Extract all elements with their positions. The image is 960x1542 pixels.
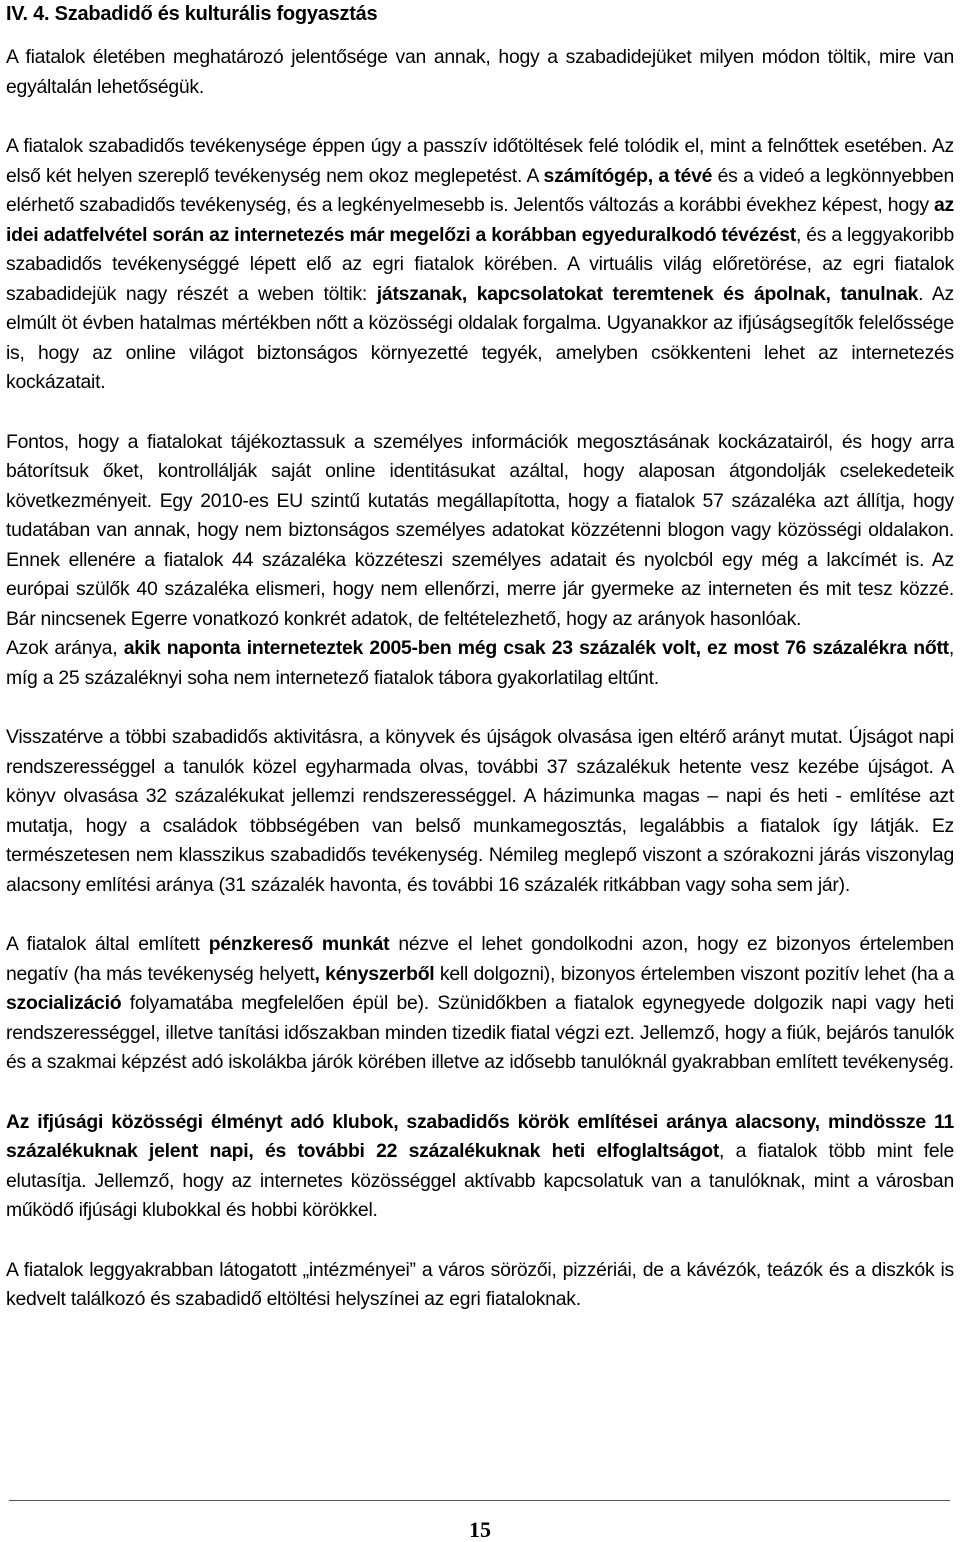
text-run: nézve el lehet gondolkodni azon, hogy ez bizonyos értelemben negatív (ha más tevékenység helyett [6,933,954,985]
document-page [6,0,954,1315]
section-title: IV. 4. Szabadidő és kulturális fogyasztás [6,3,378,25]
bold-text-run: számítógép, a tévé [543,164,713,187]
paragraph-online-safety [6,428,954,635]
text-run: A fiatalok leggyakrabban látogatott „intézményei” a város sörözői, pizzériái, de a kávézók, teázók és a diszkók is kedvelt találkozó és szabadidő eltöltési helyszínei az egri fiataloknak. [6,1258,954,1310]
text-run: kell dolgozni), bizonyos értelemben viszont pozitív lehet (ha a [434,962,955,985]
spacer [6,1226,954,1256]
text-run: A fiatalok életében meghatározó jelentősége van annak, hogy a szabadidejüket milyen módon töltik, mire van egyáltalán lehetőségük. [6,46,954,98]
spacer [6,29,954,43]
text-run: Visszatérve a többi szabadidős aktivitásra, a könyvek és újságok olvasása igen eltérő arányt mutat. Újságot napi rendszerességgel a tanulók közel egyharmada olvas, további 37 százalékuk hetente vesz kezébe újságot. A könyv olvasása 32 százalékukat jellemzi rendszerességgel. A házimunka magas – napi és heti - említése azt mutatja, hogy a családok többségében van belső munkamegosztás, legalábbis a fiatalok így látják. Ez természetesen nem klasszikus szabadidős tevékenység. Némileg meglepő viszont a szórakozni járás viszonylag alacsony említési aránya (31 százalék havonta, és további 16 százalék ritkábban vagy soha sem jár). [6,726,954,896]
text-run: , és a leggyakoribb szabadidős tevékenységgé lépett elő az egri fiatalok körében. A virtuális világ előretörése, az egri fiatalok szabadidejük nagy részét a weben töltik: [6,223,954,305]
text-run: Azok aránya, [6,637,124,659]
bold-text-run: az idei adatfelvétel során az internetezés már megelőzi a korábban egyeduralkodó tévézést [6,194,954,246]
spacer [6,102,954,132]
page-number: 15 [469,1517,491,1542]
spacer [6,398,954,428]
bold-text-run: játszanak, kapcsolatokat teremtenek és ápolnak, tanulnak [376,282,919,305]
text-run: , a fiatalok több mint fele elutasítja. Jellemző, hogy az internetes közösséggel aktívabb kapcsolatuk van a tanulóknak, mint a városban működő ifjúsági klubokkal és hobbi körökkel. [6,1140,954,1221]
paragraph-passive-leisure [6,132,954,398]
text-run: folyamatába megfelelően épül be). Szünidőkben a fiatalok egynegyede dolgozik napi vagy heti rendszerességgel, illetve tanítási időszakban minden tizedik fiatal végzi ezt. Jellemző, hogy a fiúk, bejárós tanulók és a szakmai képzést adó iskolákba járók körében illetve az idősebb tanulóknál gyakrabban említett tevékenység. [6,992,954,1073]
bold-text-run: akik naponta interneteztek 2005-ben még csak 23 százalék volt, ez most 76 százalékra nőtt [123,637,949,659]
paragraph-intro [6,43,954,102]
paragraph-reading [6,723,954,900]
text-run: A fiatalok szabadidős tevékenysége éppen úgy a passzív időtöltések felé tolódik el, mint a felnőttek esetében. Az első két helyen szereplő tevékenység nem okoz meglepetést. A [6,135,954,187]
paragraph-daily-internet [6,634,954,693]
footer-divider [9,1500,950,1501]
paragraph-youth-clubs [6,1108,954,1226]
text-run: Fontos, hogy a fiatalokat tájékoztassuk a személyes információk megosztásának kockázatairól, és hogy arra bátorítsuk őket, kontrollálják saját online identitásukat azáltal, hogy alaposan átgondolják cselekedeteik következményeit. Egy 2010-es EU szintű kutatás megállapította, hogy a fiatalok 57 százaléka azt állítja, hogy tudatában van annak, hogy nem biztonságos személyes adatokat közzétenni blogon vagy közösségi oldalakon. Ennek ellenére a fiatalok 44 százaléka közzéteszi személyes adatait és nyolcból egy még a lakcímét is. Az európai szülők 40 százaléka elismeri, hogy nem ellenőrzi, merre jár gyermeke az interneten és mit tesz közzé. Bár nincsenek Egerre vonatkozó konkrét adatok, de feltételezhető, hogy az arányok hasonlóak. [6,430,954,630]
text-run: és a videó a legkönnyebben elérhető szabadidős tevékenység, és a legkényelmesebb is. Jelentős változás a korábbi évekhez képest, hogy [6,164,954,216]
spacer [6,900,954,930]
text-run: . Az elmúlt öt évben hatalmas mértékben nőtt a közösségi oldalak forgalma. Ugyanakkor az ifjúságsegítők felelőssége is, hogy az online világot biztonságos környezetté tegyék, amelyben csökkenteni lehet az internetezés kockázatait. [6,282,954,393]
spacer [6,693,954,723]
bold-text-run: Az ifjúsági közösségi élményt adó klubok, szabadidős körök említései aránya alacsony, mindössze 11 százalékuknak jelent napi, és további 22 százalékuknak heti elfoglaltságot [6,1110,954,1162]
paragraph-venues [6,1256,954,1315]
bold-text-run: pénzkereső munkát [208,933,390,955]
text-run: , míg a 25 százaléknyi soha nem internetező fiatalok tábora gyakorlatilag eltűnt. [6,637,955,689]
spacer [6,1078,954,1108]
bold-text-run: , kényszerből [314,962,435,985]
paragraph-paid-work [6,930,954,1078]
bold-text-run: szocializáció [6,992,122,1014]
text-run: A fiatalok által említett [6,933,209,955]
